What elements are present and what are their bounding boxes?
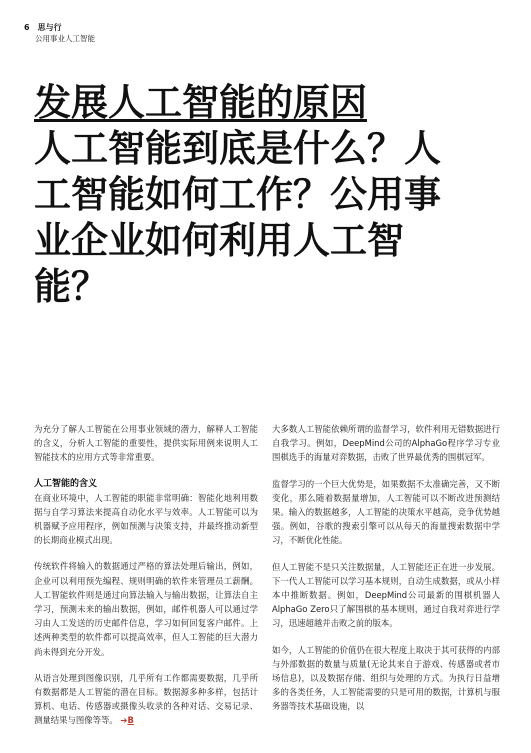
body-paragraph-3 (34, 671, 258, 728)
body-paragraph-2: 传统软件将输入的数据通过严格的算法处理后输出，例如，企业可以利用预先编程、规则明确的软件来管理员工薪酬。人工智能软件则是通过向算法输入与输出数据，让算法自主学习，预测未来的输出数据，例如，邮件机器人可以通过学习由人工发送的历史邮件信息，学习如何回复客户邮件。上述两种类型的软件都可以提高效率，但人工智能的巨大潜力尚未得到充分开发。 (34, 561, 258, 657)
left-column (34, 422, 258, 740)
page-header (24, 22, 95, 45)
right-paragraph-2: 监督学习的一个巨大优势是，如果数据不太准确完善，又不断变化，那么随着数据量增加，人工智能可以不断改进预测结果。输入的数据越多，人工智能的决策水平越高，竞争优势越强。例如，谷歌的搜索引擎可以从每天的海量搜索数据中学习，不断优化性能。 (272, 478, 500, 546)
intro-paragraph: 为充分了解人工智能在公用事业领域的潜力，解释人工智能的含义，分析人工智能的重要性，提供实际用例来说明人工智能技术的应用方式等非常重要。 (34, 424, 258, 463)
section-title: 思与行 (37, 23, 62, 32)
continue-link-letter: B (127, 715, 134, 726)
headline-underlined: 发展人工智能的原因 (34, 81, 367, 124)
right-paragraph-3: 但人工智能不是只关注数据量，人工智能还正在进一步发展。下一代人工智能可以学习基本规则，自动生成数据，或从小样本中推断数据。例如，DeepMind公司最新的围棋机器人AlphaGo Zero只了解围棋的基本规则，通过自我对弈进行学习，迅速超越并击败之前的版本。 (272, 561, 500, 629)
body-paragraph-1: 在商业环境中，人工智能的职能非常明确：智能化地利用数据与自学习算法来提高自动化水平与效率。人工智能可以为机器赋予应用程序，例如预测与决策支持，并最终推动新型的长期商业模式出现。 (34, 492, 258, 546)
body-paragraph-3-text: 从语言处理到图像识别，几乎所有工作都需要数据，几乎所有数据都是人工智能的潜在目标。数据源多种多样，包括计算机、电话、传感器或摄像头收录的各种对话、交易记录、测量结果与图像等等。 (34, 672, 258, 726)
section-heading: 人工智能的含义 (34, 478, 98, 489)
header-subtitle: 公用事业人工智能 (35, 34, 95, 43)
right-column (272, 422, 500, 726)
continue-link[interactable] (120, 715, 133, 725)
page-headline (34, 80, 474, 310)
right-paragraph-1: 大多数人工智能依赖所谓的监督学习，软件利用无错数据进行自我学习。例如，DeepMind公司的AlphaGo程序学习专业围棋选手的海量对弈数据，击败了世界最优秀的围棋冠军。 (272, 424, 500, 463)
arrow-right-icon: ➔ (120, 715, 128, 726)
right-paragraph-4: 如今，人工智能的价值仍在很大程度上取决于其可获得的内部与外部数据的数量与质量(无论其来自于游戏、传感器或者市场信息)，以及数据存储、组织与处理的方式。为执行日益增多的各类任务，人工智能需要的只是可用的数据，计算机与服务器等技术基础设施，以 (272, 644, 500, 712)
headline-rest: 人工智能到底是什么？人工智能如何工作？公用事业企业如何利用人工智能？ (34, 127, 441, 308)
page-number: 6 (24, 23, 30, 32)
